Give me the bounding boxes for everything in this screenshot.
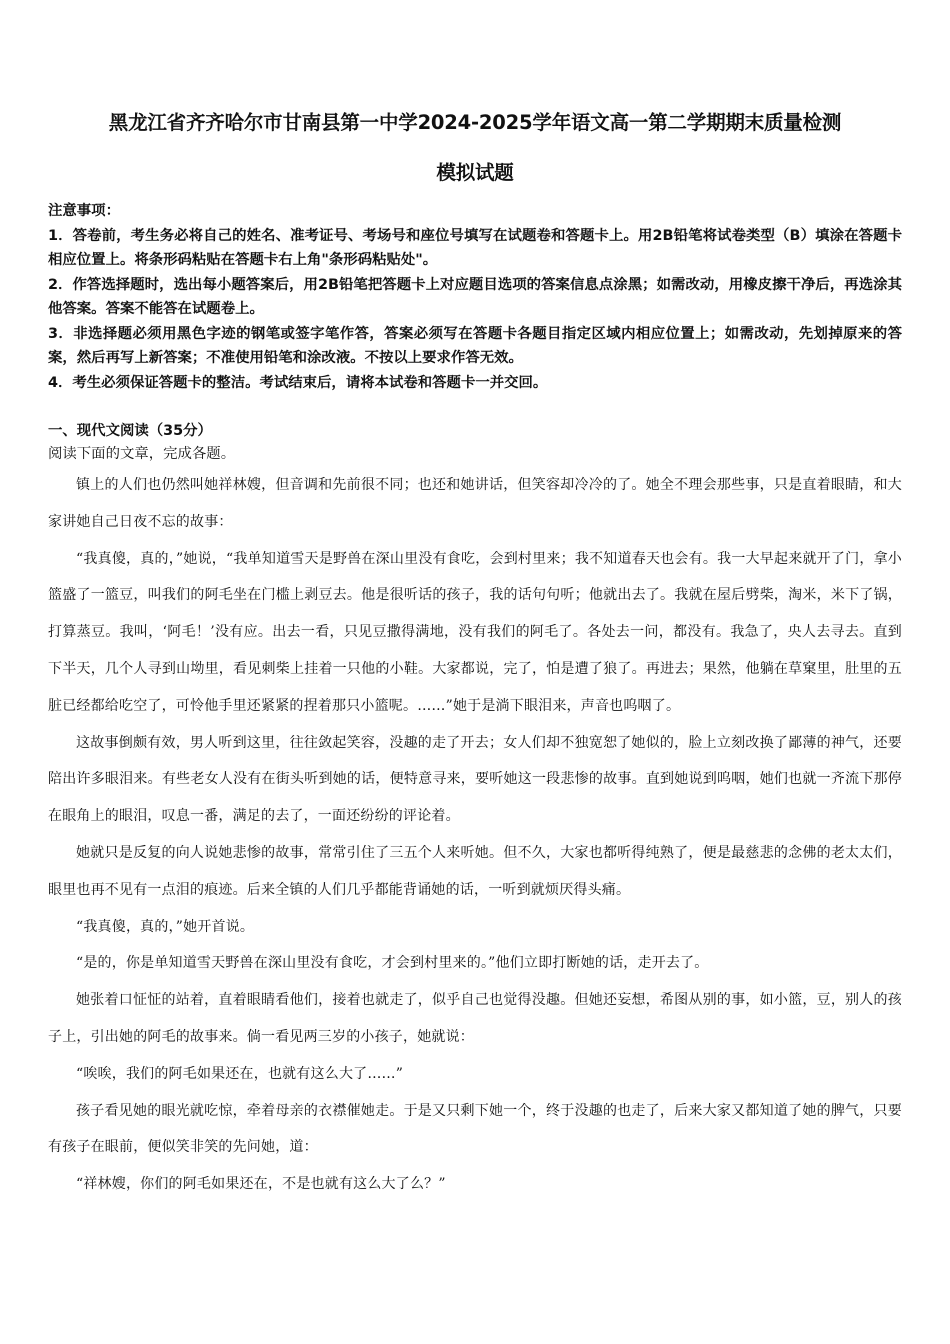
passage-paragraph: “祥林嫂，你们的阿毛如果还在，不是也就有这么大了么？” [76,1176,446,1193]
reading-passage [48,467,902,1203]
section-heading: 一、现代文阅读（35分） [48,423,212,439]
notice-item: 4．考生必须保证答题卡的整洁。考试结束后，请将本试卷和答题卡一并交回。 [48,374,548,391]
section-intro: 阅读下面的文章，完成各题。 [48,446,236,462]
page-title-line2: 模拟试题 [436,161,514,184]
passage-paragraph: “我真傻，真的，”她开首说。 [76,918,255,935]
passage-paragraph: 孩子看见她的眼光就吃惊，牵着母亲的衣襟催她走。于是又只剩下她一个，终于没趣的也走了，后来大家又都知道了她的脾气，只要有孩子在眼前，便似笑非笑的先问她，道： [48,1102,902,1156]
passage-paragraph: “是的，你是单知道雪天野兽在深山里没有食吃，才会到村里来的。”他们立即打断她的话，走开去了。 [76,955,709,972]
passage-paragraph: 她就只是反复的向人说她悲惨的故事，常常引住了三五个人来听她。但不久，大家也都听得纯熟了，便是最慈悲的念佛的老太太们，眼里也再不见有一点泪的痕迹。后来全镇的人们几乎都能背诵她的话，一听到就烦厌得头痛。 [48,844,902,898]
passage-paragraph: 这故事倒颇有效，男人听到这里，往往敛起笑容，没趣的走了开去；女人们却不独宽恕了她似的，脸上立刻改换了鄙薄的神气，还要陪出许多眼泪来。有些老女人没有在街头听到她的话，便特意寻来，要听她这一段悲惨的故事。直到她说到呜咽，她们也就一齐流下那停在眼角上的眼泪，叹息一番，满足的去了，一面还纷纷的评论着。 [48,734,902,825]
notice-item: 2．作答选择题时，选出每小题答案后，用2B铅笔把答题卡上对应题目选项的答案信息点涂黑；如需改动，用橡皮擦干净后，再选涂其他答案。答案不能答在试题卷上。 [48,276,902,317]
notice-heading: 注意事项： [48,203,120,219]
notice-item: 1．答卷前，考生务必将自己的姓名、准考证号、考场号和座位号填写在试题卷和答题卡上。用2B铅笔将试卷类型（B）填涂在答题卡相应位置上。将条形码粘贴在答题卡右上角"条形码粘贴处"。 [48,227,902,268]
passage-paragraph: “我真傻，真的，”她说，“我单知道雪天是野兽在深山里没有食吃，会到村里来；我不知道春天也会有。我一大早起来就开了门，拿小篮盛了一篮豆，叫我们的阿毛坐在门槛上剥豆去。他是很听话的孩子，我的话句句听；他就出去了。我就在屋后劈柴，淘米，米下了锅，打算蒸豆。我叫，‘阿毛！’没有应。出去一看，只见豆撒得满地，没有我们的阿毛了。各处去一问，都没有。我急了，央人去寻去。直到下半天，几个人寻到山坳里，看见刺柴上挂着一只他的小鞋。大家都说，完了，怕是遭了狼了。再进去；果然，他躺在草窠里，肚里的五脏已经都给吃空了，可怜他手里还紧紧的捏着那只小篮呢。……”她于是淌下眼泪来，声音也呜咽了。 [48,550,902,714]
passage-paragraph: 她张着口怔怔的站着，直着眼睛看他们，接着也就走了，似乎自己也觉得没趣。但她还妄想，希图从别的事，如小篮，豆，别人的孩子上，引出她的阿毛的故事来。倘一看见两三岁的小孩子，她就说： [48,992,902,1045]
page-title: 黑龙江省齐齐哈尔市甘南县第一中学2024-2025学年语文高一第二学期期末质量检测 [108,111,842,134]
notice-block [48,199,902,395]
passage-paragraph: 镇上的人们也仍然叫她祥林嫂，但音调和先前很不同；也还和她讲话，但笑容却冷冷的了。她全不理会那些事，只是直着眼睛，和大家讲她自己日夜不忘的故事： [48,477,902,530]
notice-item: 3．非选择题必须用黑色字迹的钢笔或签字笔作答，答案必须写在答题卡各题目指定区域内相应位置上；如需改动，先划掉原来的答案，然后再写上新答案；不准使用铅笔和涂改液。不按以上要求作答无效。 [48,325,902,366]
passage-paragraph: “唉唉，我们的阿毛如果还在，也就有这么大了……” [76,1065,404,1082]
